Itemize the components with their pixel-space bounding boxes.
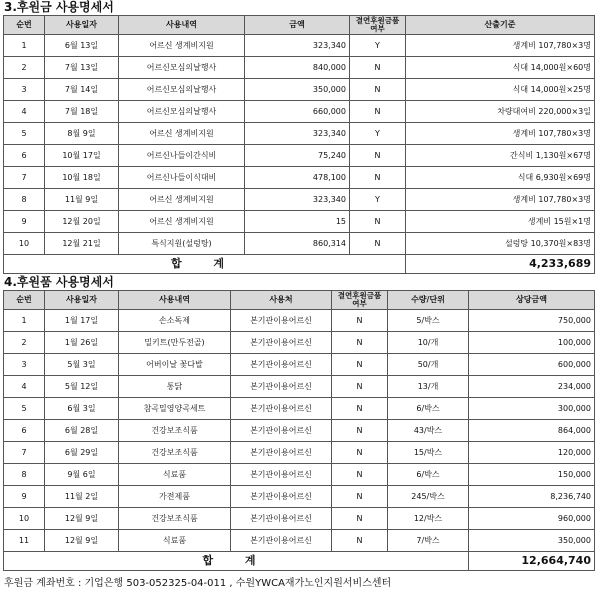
table-cell: 생계비 107,780×3명 (406, 35, 595, 57)
table-cell: 9 (4, 486, 45, 508)
table-cell: 860,314 (245, 233, 350, 255)
table-cell: 350,000 (245, 79, 350, 101)
table-cell: 11월 2일 (45, 486, 119, 508)
table-cell: N (350, 145, 406, 167)
table-cell: N (332, 332, 388, 354)
header-place: 사용처 (231, 291, 332, 310)
table-cell: 323,340 (245, 123, 350, 145)
table-cell: 식대 14,000원×25명 (406, 79, 595, 101)
table-cell: Y (350, 35, 406, 57)
table-cell: 어르신나들이식대비 (119, 167, 245, 189)
table-cell: 8 (4, 464, 45, 486)
table-cell: 식료품 (119, 530, 231, 552)
table-cell: 건강보조식품 (119, 508, 231, 530)
table-row (4, 123, 595, 145)
header-basis: 산출기준 (406, 16, 595, 35)
table-cell: 7 (4, 442, 45, 464)
table-row (4, 442, 595, 464)
table-cell: 어르신 생계비지원 (119, 211, 245, 233)
table-cell: 건강보조식품 (119, 420, 231, 442)
table-cell: 323,340 (245, 189, 350, 211)
header-sponsorship: 결연후원금품여부 (332, 291, 388, 310)
table-cell: 본기관이용어르신 (231, 486, 332, 508)
table-cell: 3 (4, 354, 45, 376)
table-cell: 1 (4, 35, 45, 57)
table-cell: 어르신나들이간식비 (119, 145, 245, 167)
table-cell: 8 (4, 189, 45, 211)
table-cell: 12월 9일 (45, 530, 119, 552)
table-cell: 6 (4, 145, 45, 167)
table-cell: 6월 13일 (45, 35, 119, 57)
table-cell: 12월 21일 (45, 233, 119, 255)
table-cell: 생계비 15원×1명 (406, 211, 595, 233)
total-label: 합 계 (4, 255, 406, 274)
table-cell: 식대 14,000원×60명 (406, 57, 595, 79)
header-detail: 사용내역 (119, 291, 231, 310)
table-row (4, 420, 595, 442)
table-cell: 7월 14일 (45, 79, 119, 101)
table-row (4, 145, 595, 167)
section4-title: 4.후원품 사용명세서 (4, 275, 114, 289)
table-cell: N (350, 101, 406, 123)
table-row (4, 189, 595, 211)
table-row (4, 376, 595, 398)
table-cell: 7월 13일 (45, 57, 119, 79)
total-row (4, 552, 595, 571)
table-cell: 어르신모심의날행사 (119, 101, 245, 123)
table-cell: N (332, 530, 388, 552)
table-row (4, 530, 595, 552)
table-cell: 본기관이용어르신 (231, 464, 332, 486)
table-cell: 50/개 (388, 354, 469, 376)
table-cell: 960,000 (469, 508, 595, 530)
table-cell: 12월 20일 (45, 211, 119, 233)
total-label: 합 계 (4, 552, 469, 571)
table-cell: N (332, 442, 388, 464)
table-cell: 어르신모심의날행사 (119, 79, 245, 101)
table-cell: 본기관이용어르신 (231, 376, 332, 398)
header-no: 순번 (4, 291, 45, 310)
table-cell: 밀키트(만두전골) (119, 332, 231, 354)
account-footer: 후원금 계좌번호 : 기업은행 503-052325-04-011 , 수원YWCA재가노인지원서비스센터 (4, 578, 392, 589)
table-cell: N (332, 486, 388, 508)
table-cell: 100,000 (469, 332, 595, 354)
table-cell: 본기관이용어르신 (231, 354, 332, 376)
table-cell: 4 (4, 376, 45, 398)
table-cell: 참곡밀영양곡세트 (119, 398, 231, 420)
table-cell: N (350, 233, 406, 255)
header-sponsorship: 결연후원금품여부 (350, 16, 406, 35)
table-row (4, 310, 595, 332)
table-cell: 234,000 (469, 376, 595, 398)
section3-title: 3.후원금 사용명세서 (4, 0, 114, 14)
table-cell: 13/개 (388, 376, 469, 398)
table-cell: 6/박스 (388, 464, 469, 486)
total-value: 4,233,689 (406, 255, 595, 274)
table-cell: 간식비 1,130원×67명 (406, 145, 595, 167)
header-date: 사용일자 (45, 291, 119, 310)
table-cell: 6월 29일 (45, 442, 119, 464)
table-cell: 어르신 생계비지원 (119, 123, 245, 145)
header-detail: 사용내역 (119, 16, 245, 35)
table-row (4, 211, 595, 233)
table-cell: 본기관이용어르신 (231, 398, 332, 420)
header-value: 상당금액 (469, 291, 595, 310)
table-row (4, 35, 595, 57)
header-date: 사용일자 (45, 16, 119, 35)
table-cell: 본기관이용어르신 (231, 420, 332, 442)
table-cell: 323,340 (245, 35, 350, 57)
table-cell: N (332, 310, 388, 332)
table-cell: Y (350, 189, 406, 211)
table-cell: 1월 26일 (45, 332, 119, 354)
table-row (4, 332, 595, 354)
table-cell: 통닭 (119, 376, 231, 398)
table-cell: 가전제품 (119, 486, 231, 508)
table-cell: 12월 9일 (45, 508, 119, 530)
table-row (4, 57, 595, 79)
table-cell: 5 (4, 123, 45, 145)
table-cell: 6 (4, 420, 45, 442)
header-amount: 금액 (245, 16, 350, 35)
table-cell: 5/박스 (388, 310, 469, 332)
table-cell: 12/박스 (388, 508, 469, 530)
table-cell: 75,240 (245, 145, 350, 167)
donation-usage-table (3, 15, 595, 274)
table-cell: 식료품 (119, 464, 231, 486)
table-row (4, 486, 595, 508)
table-cell: 300,000 (469, 398, 595, 420)
table-cell: 생계비 107,780×3명 (406, 189, 595, 211)
table-cell: N (332, 376, 388, 398)
table-cell: 5 (4, 398, 45, 420)
table-cell: 150,000 (469, 464, 595, 486)
table-cell: N (332, 354, 388, 376)
table-row (4, 398, 595, 420)
table-cell: 10 (4, 508, 45, 530)
table-cell: 9월 6일 (45, 464, 119, 486)
table-row (4, 167, 595, 189)
table-row (4, 79, 595, 101)
table-cell: N (332, 464, 388, 486)
table-cell: 660,000 (245, 101, 350, 123)
table-cell: 본기관이용어르신 (231, 508, 332, 530)
table-cell: 어르신모심의날행사 (119, 57, 245, 79)
table-cell: 차량대여비 220,000×3일 (406, 101, 595, 123)
table-cell: N (350, 57, 406, 79)
table-cell: 7/박스 (388, 530, 469, 552)
header-no: 순번 (4, 16, 45, 35)
table-cell: Y (350, 123, 406, 145)
table-cell: 43/박스 (388, 420, 469, 442)
table-cell: 식대 6,930원×69명 (406, 167, 595, 189)
table-cell: 4 (4, 101, 45, 123)
table-cell: N (350, 211, 406, 233)
table-cell: 1 (4, 310, 45, 332)
table-cell: 설렁탕 10,370원×83명 (406, 233, 595, 255)
table-cell: 어르신 생계비지원 (119, 189, 245, 211)
table-row (4, 508, 595, 530)
table-cell: 10월 17일 (45, 145, 119, 167)
table-cell: N (350, 167, 406, 189)
table-cell: 본기관이용어르신 (231, 530, 332, 552)
table-cell: 6월 3일 (45, 398, 119, 420)
table-cell: 본기관이용어르신 (231, 310, 332, 332)
table-cell: 245/박스 (388, 486, 469, 508)
table-cell: 어버이날 꽃다발 (119, 354, 231, 376)
table-cell: 7 (4, 167, 45, 189)
table-cell: 840,000 (245, 57, 350, 79)
goods-usage-table (3, 290, 595, 571)
table-cell: 6/박스 (388, 398, 469, 420)
table-row (4, 101, 595, 123)
table-row (4, 354, 595, 376)
table-row (4, 464, 595, 486)
table-cell: 350,000 (469, 530, 595, 552)
table-cell: 9 (4, 211, 45, 233)
table-header-row (4, 291, 595, 310)
table-cell: 15 (245, 211, 350, 233)
table-cell: 3 (4, 79, 45, 101)
table-cell: 8,236,740 (469, 486, 595, 508)
table-cell: 생계비 107,780×3명 (406, 123, 595, 145)
table-cell: 건강보조식품 (119, 442, 231, 464)
table-cell: 864,000 (469, 420, 595, 442)
table-cell: N (332, 398, 388, 420)
table-cell: 120,000 (469, 442, 595, 464)
total-value: 12,664,740 (469, 552, 595, 571)
table-cell: 15/박스 (388, 442, 469, 464)
table-cell: 7월 18일 (45, 101, 119, 123)
table-cell: 5월 3일 (45, 354, 119, 376)
table-cell: 본기관이용어르신 (231, 442, 332, 464)
table-cell: 478,100 (245, 167, 350, 189)
table-header-row (4, 16, 595, 35)
table-cell: 10 (4, 233, 45, 255)
table-cell: 2 (4, 332, 45, 354)
table-cell: 6월 28일 (45, 420, 119, 442)
table-cell: 10/개 (388, 332, 469, 354)
table-cell: 600,000 (469, 354, 595, 376)
table-cell: 본기관이용어르신 (231, 332, 332, 354)
table-cell: 1월 17일 (45, 310, 119, 332)
table-cell: 2 (4, 57, 45, 79)
header-quantity: 수량/단위 (388, 291, 469, 310)
table-cell: N (332, 508, 388, 530)
table-row (4, 233, 595, 255)
table-cell: N (332, 420, 388, 442)
table-cell: N (350, 79, 406, 101)
table-cell: 11 (4, 530, 45, 552)
table-cell: 750,000 (469, 310, 595, 332)
table-cell: 손소독제 (119, 310, 231, 332)
table-cell: 8월 9일 (45, 123, 119, 145)
table-cell: 11월 9일 (45, 189, 119, 211)
table-cell: 10월 18일 (45, 167, 119, 189)
table-cell: 어르신 생계비지원 (119, 35, 245, 57)
table-cell: 특식지원(설렁탕) (119, 233, 245, 255)
total-row (4, 255, 595, 274)
table-cell: 5월 12일 (45, 376, 119, 398)
